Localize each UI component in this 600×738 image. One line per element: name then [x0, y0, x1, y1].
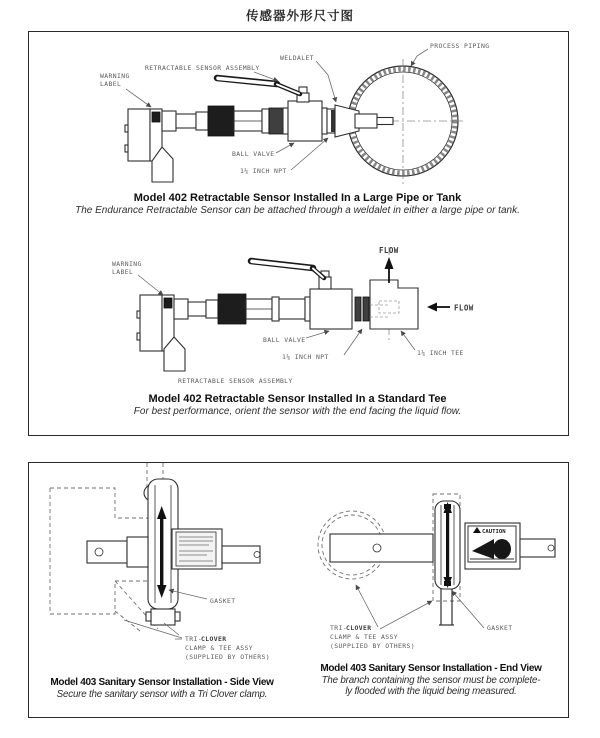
label-warning-2: LABEL: [100, 80, 122, 88]
label-ball-valve: BALL VALVE: [232, 150, 275, 158]
label-ball-valve: BALL VALVE: [263, 336, 306, 344]
caption-subtitle: Secure the sanitary sensor with a Tri Clover clamp.: [56, 689, 268, 700]
page-title: 传感器外形尺寸图: [245, 9, 354, 23]
label-warning-1: WARNING: [100, 72, 130, 80]
diagram-402-standard-tee: [29, 237, 566, 389]
label-clamp-assy: CLAMP & TEE ASSY: [330, 633, 398, 641]
caption-403-side-view: [31, 677, 293, 700]
figure-402-panel: [28, 31, 569, 436]
label-retractable-assembly: RETRACTABLE SENSOR ASSEMBLY: [178, 377, 293, 385]
caption-title: Model 403 Sanitary Sensor Installation - Side View: [50, 677, 274, 688]
caption-402-standard-tee: [29, 393, 566, 417]
caption-title: Model 403 Sanitary Sensor Installation - End View: [320, 663, 542, 674]
label-gasket: GASKET: [487, 624, 513, 632]
diagram-403-end-view: [300, 489, 564, 665]
label-supplied: (SUPPLIED BY OTHERS): [330, 642, 415, 650]
label-warning-1: WARNING: [112, 260, 142, 268]
label-npt: 1¼ INCH NPT: [240, 167, 287, 175]
clamp-and-sensor-drawing: [330, 501, 555, 625]
caption-402-large-pipe: [29, 192, 566, 216]
label-clamp-assy: CLAMP & TEE ASSY: [185, 644, 253, 652]
diagram-402-large-pipe: [29, 37, 566, 195]
end-view-leaders: [356, 585, 484, 629]
label-tee: 1¼ INCH TEE: [417, 349, 464, 357]
retractable-sensor-assembly-drawing: [137, 261, 369, 371]
label-caution: CAUTION: [482, 529, 506, 535]
caption-403-end-view: [297, 663, 565, 698]
label-weldalet: WELDALET: [280, 54, 314, 62]
valve-handle: [217, 78, 300, 94]
label-tri: TRI-: [330, 624, 347, 632]
caption-title: Model 402 Retractable Sensor Installed In a Large Pipe or Tank: [133, 192, 462, 204]
label-npt: 1¼ INCH NPT: [282, 353, 329, 361]
label-flow-side: FLOW: [454, 303, 474, 313]
label-gasket: GASKET: [210, 597, 236, 605]
label-flow-top: FLOW: [379, 246, 399, 255]
label-clover: CLOVER: [346, 624, 372, 632]
label-retractable-assembly: RETRACTABLE SENSOR ASSEMBLY: [145, 64, 260, 72]
figure-403-panel: [28, 462, 569, 718]
caption-subtitle-line2: ly flooded with the liquid being measured.: [345, 686, 517, 698]
label-warning-2: LABEL: [112, 268, 134, 276]
warning-label-mark: [152, 112, 160, 122]
label-supplied: (SUPPLIED BY OTHERS): [185, 653, 270, 661]
valve-handle: [251, 261, 324, 278]
caption-title: Model 402 Retractable Sensor Installed In a Standard Tee: [148, 393, 447, 405]
warning-label-mark: [164, 298, 172, 308]
label-clover: CLOVER: [201, 635, 227, 643]
caption-subtitle: For best performance, orient the sensor with the end facing the liquid flow.: [133, 406, 462, 417]
caption-subtitle-line1: The branch containing the sensor must be complete-: [321, 675, 541, 686]
label-tri: TRI-: [185, 635, 202, 643]
caption-subtitle: The Endurance Retractable Sensor can be attached through a weldalet in either a large pipe or tank.: [75, 205, 520, 216]
diagram-403-side-view: [29, 463, 299, 668]
tee-fitting-drawing: [370, 247, 418, 341]
label-process-piping: PROCESS PIPING: [430, 42, 490, 50]
